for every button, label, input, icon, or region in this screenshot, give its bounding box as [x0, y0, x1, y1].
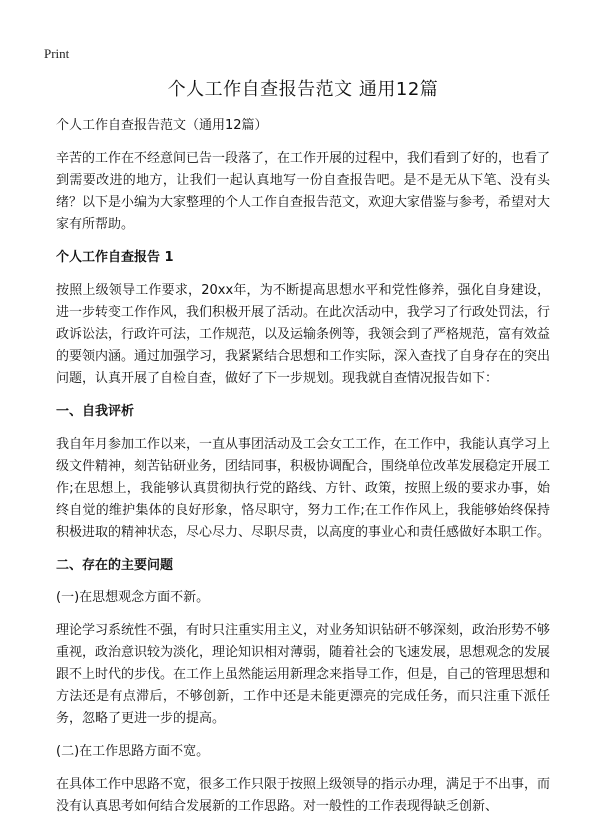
section-self-assessment-heading: 一、自我评析 — [56, 404, 135, 419]
section-main-problems-heading: 二、存在的主要问题 — [56, 558, 174, 573]
print-link[interactable]: Print — [44, 46, 70, 61]
document-body — [56, 78, 550, 830]
document-title: 个人工作自查报告范文 通用12篇 — [167, 79, 439, 100]
document-subtitle: 个人工作自查报告范文（通用12篇） — [56, 118, 268, 133]
intro-paragraph: 辛苦的工作在不经意间已告一段落了，在工作开展的过程中，我们看到了好的，也看了到需要改进的地方，让我们一起认真地写一份自查报告吧。是不是无从下笔、没有头绪？以下是小编为大家整理的个人工作自查报告范文，欢迎大家借鉴与参考，希望对大家有所帮助。 — [56, 151, 551, 232]
subsection-work-approach-body: 在具体工作中思路不宽，很多工作只限于按照上级领导的指示办理，满足于不出事，而没有认真思考如何结合发展新的工作思路。对一般性的工作表现得缺乏创新、 — [56, 777, 551, 814]
section-self-assessment-body: 我自年月参加工作以来，一直从事团活动及工会女工工作，在工作中，我能认真学习上级文件精神，刻苦钻研业务，团结同事，积极协调配合，围绕单位改革发展稳定开展工作;在思想上，我能够认真贯彻执行党的路线、方针、政策，按照上级的要求办事，始终自觉的维护集体的良好形象，恪尽职守，努力工作;在工作作风上，我能够始终保持积极进取的精神状态，尽心尽力、尽职尽责，以高度的事业心和责任感做好本职工作。 — [56, 437, 551, 540]
report-heading: 个人工作自查报告 1 — [56, 250, 174, 265]
subsection-thinking-heading: (一)在思想观念方面不新。 — [56, 590, 210, 605]
subsection-thinking-body: 理论学习系统性不强，有时只注重实用主义，对业务知识钻研不够深刻，政治形势不够重视，政治意识较为淡化，理论知识相对薄弱，随着社会的飞速发展，思想观念的发展跟不上时代的步伐。在工作上虽然能运用新理念来指导工作，但是，自己的管理思想和方法还是有点滞后，不够创新，工作中还是未能更漂亮的完成任务，而只注重下派任务，忽略了更进一步的提高。 — [56, 623, 551, 726]
subsection-work-approach-heading: (二)在工作思路方面不宽。 — [56, 744, 210, 759]
report-intro-paragraph: 按照上级领导工作要求，20xx年，为不断提高思想水平和党性修养，强化自身建设，进一步转变工作作风，我们积极开展了活动。在此次活动中，我学习了行政处罚法，行政诉讼法，行政许可法，工作规范，以及运输条例等，我领会到了严格规范，富有效益的要领内涵。通过加强学习，我紧紧结合思想和工作实际，深入查找了自身存在的突出问题，认真开展了自检自查，做好了下一步规划。现我就自查情况报告如下： — [56, 283, 551, 386]
